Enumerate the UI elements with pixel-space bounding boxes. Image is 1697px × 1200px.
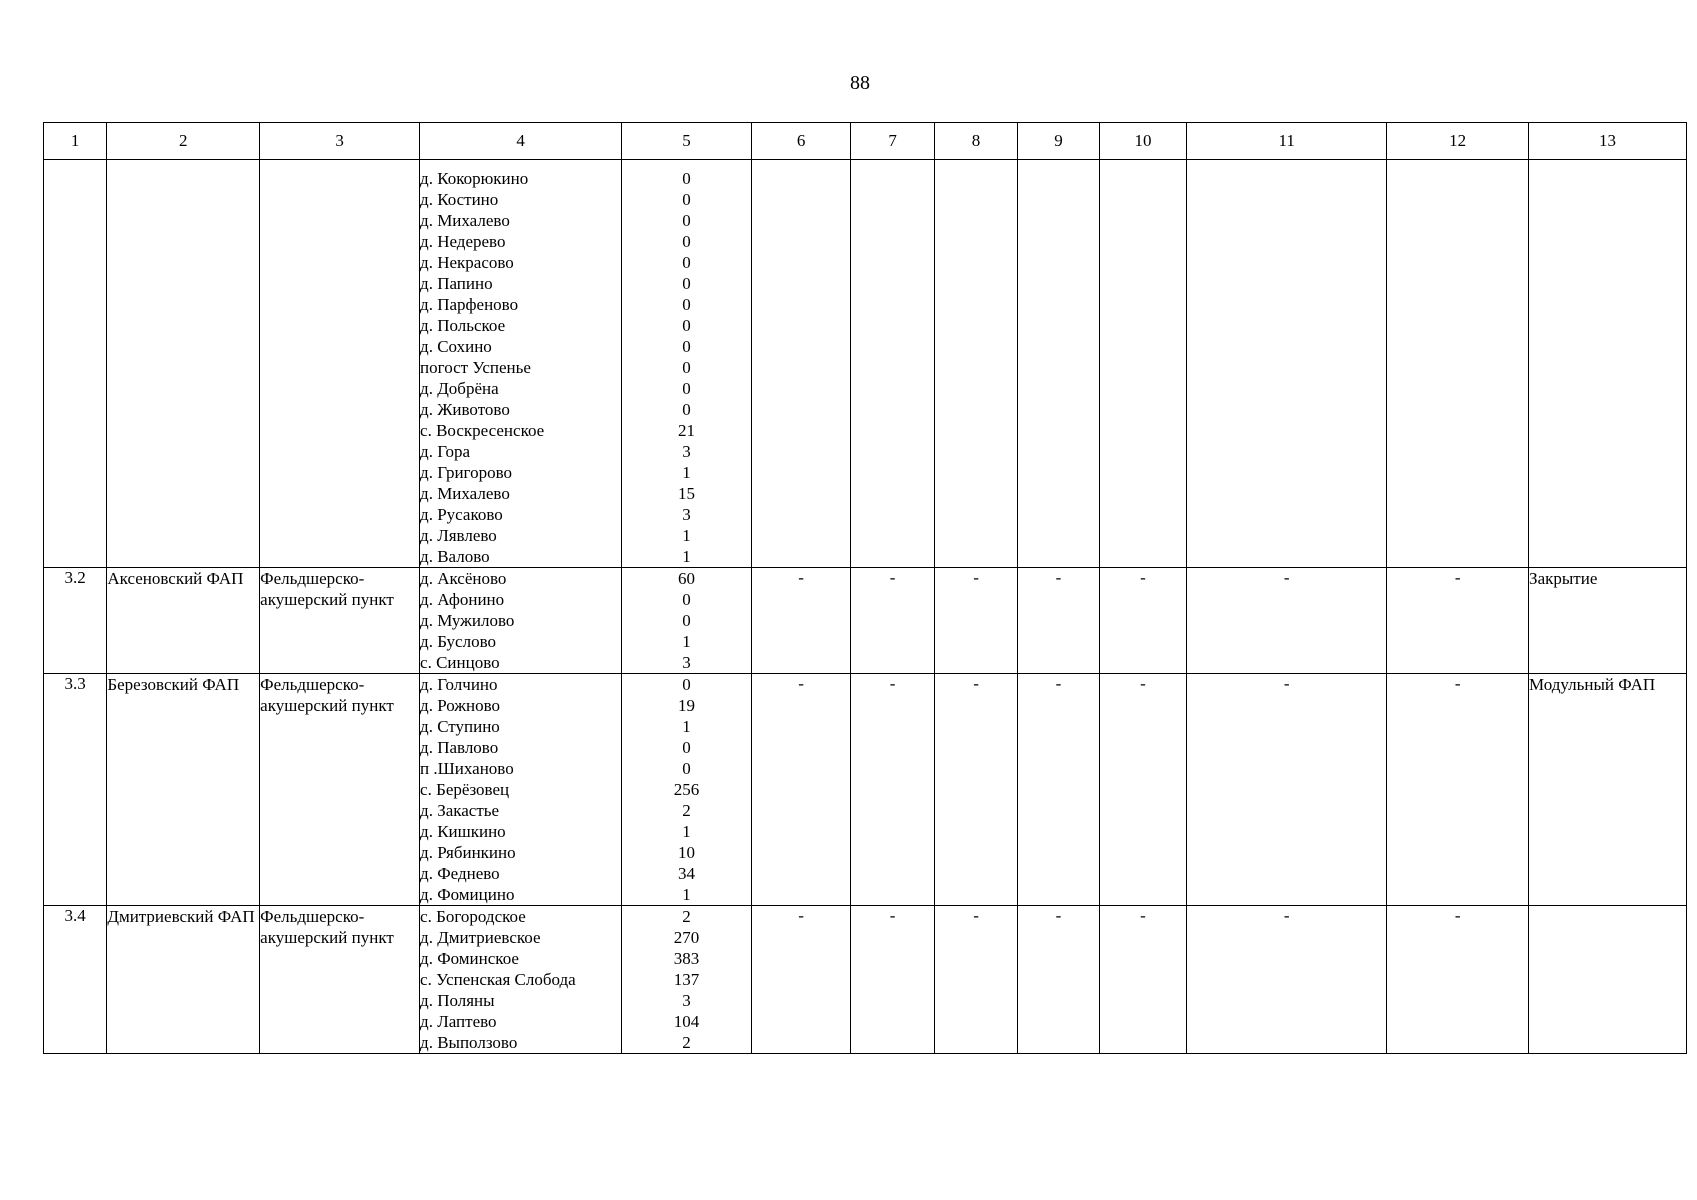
facility-type: [260, 160, 420, 568]
cell-c11: -: [1187, 906, 1387, 1054]
settlements-cell: [420, 674, 622, 906]
table-row: [44, 906, 1687, 1054]
row-number: [44, 160, 107, 568]
populations-cell: [622, 906, 752, 1054]
settlement-name: д. Фоминское: [420, 949, 519, 968]
population-value: 0: [682, 337, 691, 356]
cell-c11: -: [1187, 568, 1387, 674]
population-value: 0: [682, 232, 691, 251]
cell-c7: -: [851, 906, 934, 1054]
settlement-name: д. Кишкино: [420, 822, 506, 841]
note-cell: [1529, 160, 1687, 568]
population-value: 137: [673, 970, 700, 989]
population-value: 0: [682, 211, 691, 230]
population-value: 1: [682, 885, 691, 904]
cell-c9: -: [1018, 674, 1099, 906]
population-value: 34: [677, 864, 695, 883]
population-value: 1: [682, 717, 691, 736]
settlement-name: д. Лаптево: [420, 1012, 497, 1031]
populations-cell: [622, 568, 752, 674]
cell-c7: -: [851, 674, 934, 906]
cell-c10: [1099, 160, 1186, 568]
facility-type: Фельдшерско-акушерский пункт: [260, 906, 420, 1054]
settlement-name: д. Павлово: [420, 738, 499, 757]
settlement-name: с. Синцово: [420, 653, 500, 672]
population-value: 0: [682, 379, 691, 398]
cell-c6: -: [751, 568, 851, 674]
column-header: 11: [1187, 123, 1387, 160]
population-value: 104: [673, 1012, 700, 1031]
population-value: 0: [682, 738, 691, 757]
settlement-name: д. Мужилово: [420, 611, 515, 630]
settlement-name: д. Рябинкино: [420, 843, 516, 862]
population-value: 0: [682, 274, 691, 293]
note-cell: [1529, 906, 1687, 1054]
population-value: 1: [682, 632, 691, 651]
populations-cell: [622, 674, 752, 906]
population-value: 0: [682, 253, 691, 272]
settlement-name: д. Буслово: [420, 632, 496, 651]
population-value: 19: [677, 696, 695, 715]
population-value: 1: [682, 463, 691, 482]
note-cell: Модульный ФАП: [1529, 674, 1687, 906]
cell-c6: -: [751, 906, 851, 1054]
column-header: 8: [934, 123, 1017, 160]
population-value: 60: [677, 569, 695, 588]
data-table: [43, 122, 1687, 1054]
cell-c12: -: [1387, 674, 1529, 906]
population-value: 2: [682, 907, 691, 926]
column-header: 5: [622, 123, 752, 160]
settlement-name: д. Феднево: [420, 864, 500, 883]
settlement-name: д. Голчино: [420, 675, 498, 694]
settlement-name: д. Михалево: [420, 484, 510, 503]
settlements-cell: [420, 906, 622, 1054]
population-value: 0: [682, 675, 691, 694]
settlements-cell: [420, 568, 622, 674]
facility-name: Дмитриевский ФАП: [107, 906, 260, 1054]
cell-c8: -: [934, 906, 1017, 1054]
settlement-name: д. Кокорюкино: [420, 169, 529, 188]
settlement-name: д. Григорово: [420, 463, 513, 482]
settlement-name: д. Михалево: [420, 211, 510, 230]
cell-c10: -: [1099, 674, 1186, 906]
column-header: 9: [1018, 123, 1099, 160]
population-value: 383: [673, 949, 700, 968]
cell-c12: -: [1387, 568, 1529, 674]
settlements-cell: [420, 160, 622, 568]
population-value: 3: [682, 653, 691, 672]
population-value: 0: [682, 759, 691, 778]
row-number: 3.4: [44, 906, 107, 1054]
populations-cell: [622, 160, 752, 568]
row-number: 3.2: [44, 568, 107, 674]
population-value: 1: [682, 526, 691, 545]
facility-name: Аксеновский ФАП: [107, 568, 260, 674]
settlement-name: п .Шиханово: [420, 759, 514, 778]
population-value: 0: [682, 400, 691, 419]
cell-c11: -: [1187, 674, 1387, 906]
column-header: 7: [851, 123, 934, 160]
settlement-name: д. Добрёна: [420, 379, 499, 398]
population-value: 0: [682, 590, 691, 609]
population-value: 0: [682, 169, 691, 188]
population-value: 1: [682, 547, 691, 566]
cell-c6: [751, 160, 851, 568]
settlement-name: д. Сохино: [420, 337, 492, 356]
population-value: 270: [673, 928, 700, 947]
facility-type: Фельдшерско-акушерский пункт: [260, 568, 420, 674]
settlement-name: д. Животово: [420, 400, 510, 419]
settlement-name: с. Успенская Слобода: [420, 970, 576, 989]
cell-c8: [934, 160, 1017, 568]
facility-name: Березовский ФАП: [107, 674, 260, 906]
cell-c7: [851, 160, 934, 568]
cell-c8: -: [934, 674, 1017, 906]
settlement-name: д. Папино: [420, 274, 493, 293]
column-header: 2: [107, 123, 260, 160]
population-value: 0: [682, 190, 691, 209]
settlement-name: с. Воскресенское: [420, 421, 545, 440]
population-value: 21: [677, 421, 695, 440]
cell-c6: -: [751, 674, 851, 906]
population-value: 3: [682, 991, 691, 1010]
settlement-name: д. Дмитриевское: [420, 928, 541, 947]
settlement-name: д. Аксёново: [420, 569, 507, 588]
population-value: 1: [682, 822, 691, 841]
settlement-name: с. Богородское: [420, 907, 526, 926]
facility-type: Фельдшерско-акушерский пункт: [260, 674, 420, 906]
cell-c10: -: [1099, 568, 1186, 674]
population-value: 0: [682, 295, 691, 314]
facility-name: [107, 160, 260, 568]
column-header: 3: [260, 123, 420, 160]
column-header: 12: [1387, 123, 1529, 160]
column-header: 10: [1099, 123, 1186, 160]
population-value: 0: [682, 358, 691, 377]
population-value: 10: [677, 843, 695, 862]
cell-c11: [1187, 160, 1387, 568]
cell-c10: -: [1099, 906, 1186, 1054]
settlement-name: д. Закастье: [420, 801, 500, 820]
table-row: [44, 568, 1687, 674]
settlement-name: д. Некрасово: [420, 253, 514, 272]
settlement-name: д. Ступино: [420, 717, 500, 736]
population-value: 0: [682, 316, 691, 335]
population-value: 3: [682, 442, 691, 461]
cell-c9: -: [1018, 568, 1099, 674]
cell-c12: [1387, 160, 1529, 568]
population-value: 256: [673, 780, 700, 799]
settlement-name: д. Рожново: [420, 696, 501, 715]
column-header: 13: [1529, 123, 1687, 160]
cell-c12: -: [1387, 906, 1529, 1054]
settlement-name: д. Лявлево: [420, 526, 497, 545]
page-number: 88: [850, 72, 870, 94]
cell-c7: -: [851, 568, 934, 674]
cell-c9: [1018, 160, 1099, 568]
population-value: 3: [682, 505, 691, 524]
column-header: 4: [420, 123, 622, 160]
row-number: 3.3: [44, 674, 107, 906]
column-header: 6: [751, 123, 851, 160]
settlement-name: д. Костино: [420, 190, 499, 209]
table-row: [44, 674, 1687, 906]
settlement-name: д. Выползово: [420, 1033, 518, 1052]
population-value: 15: [677, 484, 695, 503]
table-row: [44, 160, 1687, 568]
settlement-name: д. Валово: [420, 547, 490, 566]
settlement-name: д. Парфеново: [420, 295, 519, 314]
population-value: 2: [682, 1033, 691, 1052]
cell-c9: -: [1018, 906, 1099, 1054]
settlement-name: д. Польское: [420, 316, 506, 335]
header-row: [44, 123, 1687, 160]
settlement-name: погост Успенье: [420, 358, 531, 377]
settlement-name: с. Берёзовец: [420, 780, 510, 799]
settlement-name: д. Гора: [420, 442, 471, 461]
column-header: 1: [44, 123, 107, 160]
settlement-name: д. Недерево: [420, 232, 506, 251]
settlement-name: д. Афонино: [420, 590, 505, 609]
settlement-name: д. Русаково: [420, 505, 503, 524]
settlement-name: д. Фомицино: [420, 885, 515, 904]
cell-c8: -: [934, 568, 1017, 674]
population-value: 2: [682, 801, 691, 820]
note-cell: Закрытие: [1529, 568, 1687, 674]
population-value: 0: [682, 611, 691, 630]
settlement-name: д. Поляны: [420, 991, 495, 1010]
